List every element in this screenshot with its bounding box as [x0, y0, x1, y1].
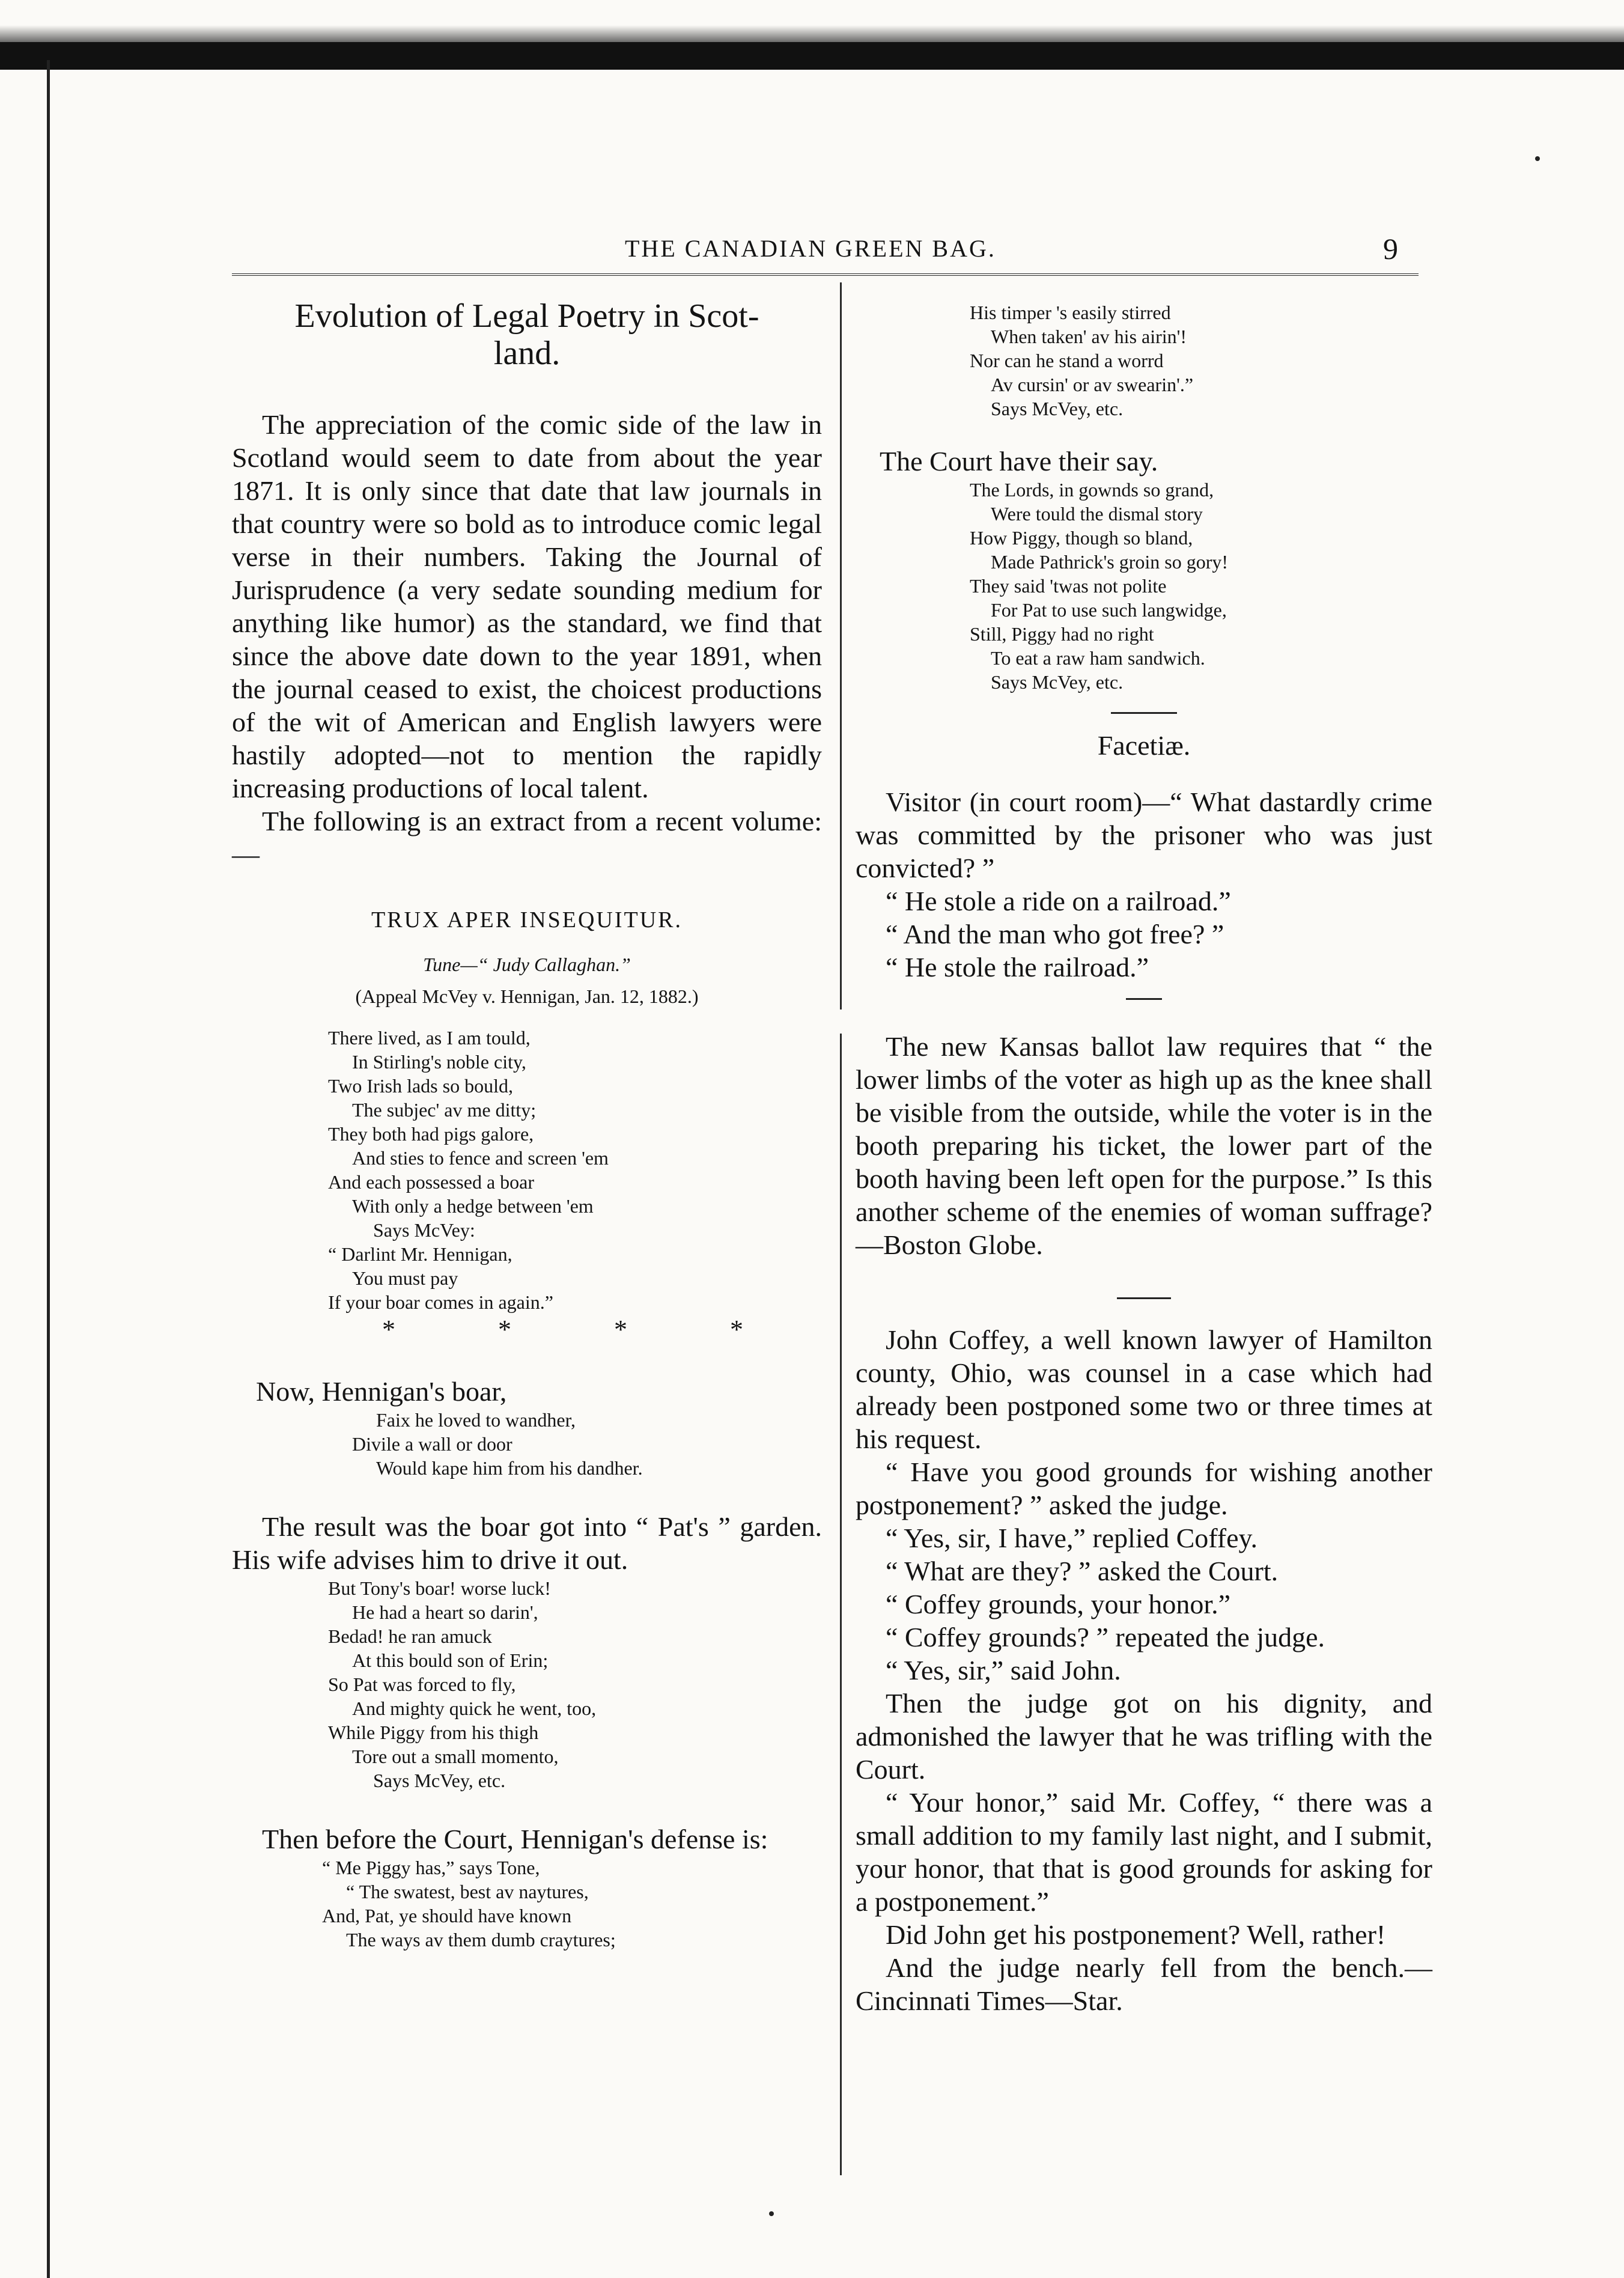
coffey-paragraph: “ What are they? ” asked the Court.: [886, 1556, 1279, 1586]
verse-line: Divile a wall or door: [352, 1433, 512, 1455]
defense-paragraph: Then before the Court, Hennigan's defense is:: [262, 1824, 768, 1854]
result-paragraph: The result was the boar got into “ Pat's ” garden. His wife advises him to drive it out.: [232, 1511, 822, 1575]
section-dash: [1111, 712, 1177, 714]
verse-line: If your boar comes in again.”: [328, 1291, 553, 1313]
section-dash: [1126, 998, 1162, 1000]
result-block: [232, 1510, 822, 1576]
asterism: * * * *: [382, 1315, 791, 1344]
court-line: The Court have their say.: [880, 446, 1158, 477]
verse-line: Says McVey, etc.: [991, 398, 1124, 419]
scan-speck: [769, 2211, 774, 2216]
verse-line: Av cursin' or av swearin'.”: [991, 374, 1194, 395]
now-line-block: [232, 1375, 822, 1408]
section-heading-facetiae: Facetiæ.: [1097, 730, 1191, 761]
verse-line: For Pat to use such langwidge,: [991, 599, 1227, 621]
verse-line: Two Irish lads so bould,: [328, 1075, 513, 1097]
verse-line: He had a heart so darin',: [352, 1601, 538, 1623]
verse-line: Would kape him from his dandher.: [376, 1457, 643, 1479]
verse-line: His timper 's easily stirred: [970, 302, 1171, 323]
verse-line: To eat a raw ham sandwich.: [991, 647, 1205, 669]
kansas-paragraph: The new Kansas ballot law requires that “ the lower limbs of the voter as high up as the knee shall be visible from the outside, while the voter is in the booth preparing his ticket, the lower part of the booth having been left open for the purpose.” Is this another scheme of the enemies of woman suffrage?—Boston Globe.: [856, 1031, 1432, 1260]
coffey-anecdote: [856, 1323, 1432, 2017]
court-block: [856, 445, 1432, 478]
coffey-paragraph: “ Yes, sir,” said John.: [886, 1655, 1121, 1686]
coffey-paragraph: “ Have you good grounds for wishing another postponement? ” asked the judge.: [856, 1457, 1432, 1520]
verse-line: The Lords, in gownds so grand,: [970, 479, 1214, 501]
verse-line: “ The swatest, best av naytures,: [346, 1881, 589, 1902]
verse-line: And mighty quick he went, too,: [352, 1698, 597, 1719]
coffey-paragraph: “ Yes, sir, I have,” replied Coffey.: [886, 1523, 1258, 1553]
verse-line: They said 'twas not polite: [970, 575, 1167, 597]
article-legal-poetry: [232, 297, 822, 1952]
running-head: THE CANADIAN GREEN BAG.: [625, 235, 996, 262]
scan-speck: [1535, 156, 1540, 161]
verse-line: When taken' av his airin'!: [991, 326, 1187, 347]
verse-line: And sties to fence and screen 'em: [352, 1147, 609, 1169]
visitor-anecdote: [856, 785, 1432, 984]
coffey-paragraph: “ Your honor,” said Mr. Coffey, “ there was a small addition to my family last night, and I submit, your honor, that that is good grounds for asking for a postponement.”: [856, 1787, 1432, 1917]
defense-block: [232, 1823, 822, 1856]
poem-tune: Tune—“ Judy Callaghan.”: [423, 954, 631, 975]
coffey-paragraph: Then the judge got on his dignity, and admonished the lawyer that he was trifling with the Court.: [856, 1688, 1432, 1785]
visitor-reply-3: “ He stole the railroad.”: [886, 952, 1149, 982]
article-body: [232, 408, 822, 871]
stanza-6: [856, 478, 1432, 694]
verse-line: There lived, as I am tould,: [328, 1027, 531, 1049]
verse-line: And, Pat, ye should have known: [322, 1905, 572, 1926]
now-line: Now, Hennigan's boar,: [256, 1376, 507, 1407]
verse-line: With only a hedge between 'em: [352, 1195, 594, 1217]
column-rule-lower: [840, 1034, 842, 2175]
verse-line: Says McVey:: [373, 1219, 475, 1241]
right-column: [856, 300, 1432, 2017]
section-dash: [1117, 1297, 1171, 1299]
intro-paragraph-2: The following is an extract from a recent volume:—: [232, 806, 822, 869]
scan-top-border: [0, 42, 1624, 70]
coffey-paragraph: And the judge nearly fell from the bench.—Cincinnati Times—Star.: [856, 1952, 1432, 2016]
verse-line: At this bould son of Erin;: [352, 1649, 549, 1671]
verse-line: “ Darlint Mr. Hennigan,: [328, 1243, 512, 1265]
verse-line: Still, Piggy had no right: [970, 623, 1154, 645]
kansas-item: [856, 1030, 1432, 1261]
verse-line: Were tould the dismal story: [991, 503, 1203, 525]
verse-line: You must pay: [352, 1267, 458, 1289]
verse-line: And each possessed a boar: [328, 1171, 534, 1193]
verse-line: While Piggy from his thigh: [328, 1722, 539, 1743]
article-title-line-1: Evolution of Legal Poetry in Scot-: [294, 297, 759, 335]
verse-line: In Stirling's noble city,: [352, 1051, 526, 1073]
visitor-reply-1: “ He stole a ride on a railroad.”: [886, 886, 1231, 916]
stanza-2: [232, 1408, 822, 1480]
poem-title: TRUX APER INSEQUITUR.: [371, 907, 683, 933]
stanza-4: [232, 1856, 822, 1952]
verse-line: Faix he loved to wandher,: [376, 1409, 576, 1431]
intro-paragraph: The appreciation of the comic side of the law in Scotland would seem to date from about the year 1871. It is only since that date that law journals in that country were so bold as to introduce comic legal verse in their numbers. Taking the Journal of Jurisprudence (a very sedate sounding medium for anything like humor) as the standard, we find that since the above date down to the year 1891, when the journal ceased to exist, the choicest productions of the wit of American and English lawyers were hastily adopted—not to mention the rapidly increasing productions of local talent.: [232, 409, 822, 803]
stanza-3: [232, 1576, 822, 1792]
stanza-5: [856, 300, 1432, 421]
header-rule: [232, 273, 1419, 276]
verse-line: Made Pathrick's groin so gory!: [991, 551, 1229, 573]
verse-line: The ways av them dumb craytures;: [346, 1929, 616, 1951]
coffey-paragraph: John Coffey, a well known lawyer of Hamilton county, Ohio, was counsel in a case which had already been postponed some two or three times at his request.: [856, 1324, 1432, 1454]
stanza-1: [232, 1026, 822, 1314]
visitor-reply-2: “ And the man who got free? ”: [886, 919, 1224, 949]
verse-line: Nor can he stand a worrd: [970, 350, 1164, 371]
verse-line: Says McVey, etc.: [991, 671, 1124, 693]
article-title-line-2: land.: [493, 335, 561, 372]
coffey-paragraph: “ Coffey grounds, your honor.”: [886, 1589, 1231, 1619]
page-number: 9: [1383, 232, 1398, 266]
verse-line: “ Me Piggy has,” says Tone,: [322, 1857, 540, 1878]
poem-case-citation: (Appeal McVey v. Hennigan, Jan. 12, 1882.): [355, 985, 699, 1007]
visitor-paragraph: Visitor (in court room)—“ What dastardly crime was committed by the prisoner who was just convicted? ”: [856, 787, 1432, 883]
coffey-paragraph: Did John get his postponement? Well, rather!: [886, 1919, 1386, 1950]
verse-line: Bedad! he ran amuck: [328, 1625, 492, 1647]
verse-line: But Tony's boar! worse luck!: [328, 1577, 551, 1599]
page-top-shadow: [0, 0, 1624, 42]
verse-line: Says McVey, etc.: [373, 1770, 506, 1791]
verse-line: They both had pigs galore,: [328, 1123, 534, 1145]
column-rule-upper: [840, 282, 842, 1010]
scan-left-border: [47, 60, 50, 2278]
verse-line: Tore out a small momento,: [352, 1746, 559, 1767]
verse-line: How Piggy, though so bland,: [970, 527, 1193, 549]
verse-line: So Pat was forced to fly,: [328, 1673, 516, 1695]
coffey-paragraph: “ Coffey grounds? ” repeated the judge.: [886, 1622, 1325, 1652]
verse-line: The subjec' av me ditty;: [352, 1099, 537, 1121]
